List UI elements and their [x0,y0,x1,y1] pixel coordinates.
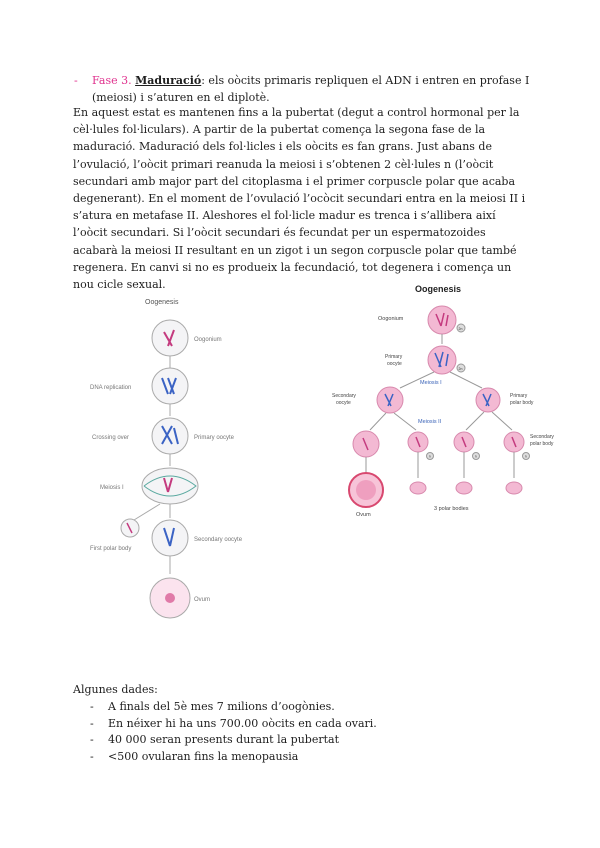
r-meiosis-i-label: Meiosis I [420,380,442,386]
fig-left-oogonium-label: Oogonium [194,337,222,343]
fig-right-title: Oogenesis [415,284,462,294]
r-secondary-label-1: Secondary [332,393,356,399]
r-polar-bodies-label: 3 polar bodies [434,506,469,512]
fig-left-crossing-label: Crossing over [92,435,130,441]
r-secondary-polar-label-1: Secondary [530,434,554,440]
list-item: - <500 ovularan fins la menopausia [90,749,299,763]
r-oogonium-label: Oogonium [378,316,404,322]
r-ploidy-n-a: n [428,454,431,459]
primary-oocyte-cell [152,418,188,454]
fig-left-ovum-label: Ovum [194,597,211,603]
facts-heading: Algunes dades: [73,683,158,696]
list-item: - A finals del 5è mes 7 milions d’oogònies. [90,700,335,713]
r-ploidy-2n-b: 2n [458,367,463,371]
r-primary-polar-label-2: polar body [510,400,534,406]
secondary-oocyte-cell [152,520,188,556]
r-degen-polar-a [410,482,426,494]
r-ploidy-2n-a: 2n [458,327,463,331]
fig-left-polar-label: First polar body [90,546,132,552]
fig-left-meiosis-label: Meiosis I [100,485,124,491]
r-primary-oocyte-cell [428,346,456,374]
oogenesis-diagram-branching [330,280,580,520]
phase-title: Maduració [135,74,202,87]
fig-left-dna-label: DNA replication [90,385,132,391]
r-ploidy-n-c: n [524,454,527,459]
r-ovum-label: Ovum [356,512,371,518]
r-secondary-label-2: oocyte [336,400,351,406]
r-meiosis-ii-label: Meiosis II [418,419,442,425]
facts-list [90,699,377,765]
r-degen-polar-c [506,482,522,494]
fig-left-title: Oogenesis [145,299,179,306]
oogenesis-diagram-vertical [90,290,260,620]
r-secondary-polar-label-2: polar body [530,441,554,447]
fig-left-primary-label: Primary oocyte [194,435,235,441]
body-paragraph: En aquest estat es mantenen fins a la pubertat (degut a control hormonal per la cèl·lules fol·liculars). A partir de la pubertat comença la segona fase de la maduració. Maduració dels fol·licles i els oòcits es fan grans. Just abans de l’ovulació, l’oòcit primari reanuda la meiosi i s’obtenen 2 cèl·lules n (l’oòcit secundari amb major part del citoplasma i el primer corpuscle polar que acaba degenerant). En el moment de l’ovulació l’ocòcit secundari entra en la meiosi II i s’atura en metafase II. Aleshores el fol·licle madur es trenca i s’allibera així l’oòcit secundari. Si l’oòcit secundari és fecundat per un espermatozoides acabarà la meiosi II resultant en un zigot i un segon corpuscle polar que també regenera. En canvi si no es produeix la fecundació, tot degenera i comença un nou cicle sexual. [73,106,526,292]
list-item: - En néixer hi ha uns 700.00 oòcits en cada ovari. [90,716,377,730]
r-ploidy-n-b: n [474,454,477,459]
fig-left-secondary-label: Secondary oocyte [194,537,243,543]
phase-label: Fase 3. [92,74,132,87]
list-item: - 40 000 seran presents durant la pubertat [90,733,339,746]
r-primary-label-2: oocyte [387,361,402,367]
phase-text: : els oòcits primaris repliquen el ADN i entren en profase I (meiosi) i s’aturen en el diplotè. [92,74,530,104]
phase-3-item [74,72,532,106]
r-primary-label-1: Primary [385,354,403,360]
r-degen-polar-b [456,482,472,494]
r-primary-polar-label-1: Primary [510,393,528,399]
list-dash: - [74,74,78,87]
